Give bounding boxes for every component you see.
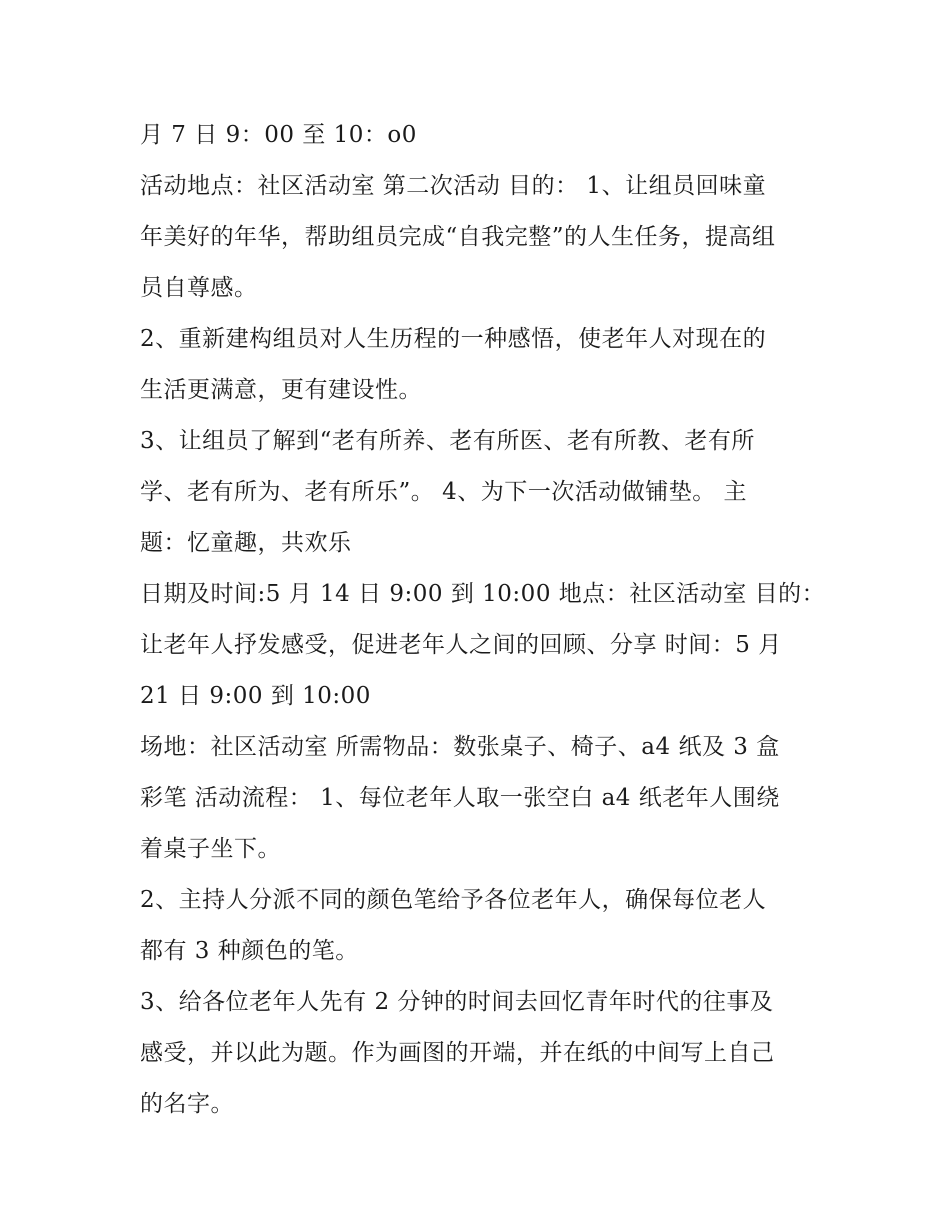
text-line: 都有 3 种颜色的笔。 bbox=[140, 938, 359, 964]
text-line: 日期及时间:5 月 14 日 9:00 到 10:00 地点：社区活动室 目的： bbox=[140, 581, 826, 607]
text-line: 学、老有所为、老有所乐”。 4、为下一次活动做铺垫。 主 bbox=[140, 479, 748, 505]
text-line: 彩笔 活动流程： 1、每位老年人取一张空白 a4 纸老年人围绕 bbox=[140, 785, 780, 811]
text-line: 题：忆童趣，共欢乐 bbox=[140, 530, 352, 556]
text-line: 2、重新建构组员对人生历程的一种感悟，使老年人对现在的 bbox=[140, 326, 767, 352]
text-line: 月 7 日 9：00 至 10：o0 bbox=[140, 122, 417, 148]
text-line: 感受，并以此为题。作为画图的开端，并在纸的中间写上自己 bbox=[140, 1040, 775, 1066]
text-line: 3、给各位老年人先有 2 分钟的时间去回忆青年时代的往事及 bbox=[140, 989, 774, 1015]
text-line: 3、让组员了解到“老有所养、老有所医、老有所教、老有所 bbox=[140, 428, 755, 454]
text-line: 的名字。 bbox=[140, 1091, 234, 1117]
document-body-text bbox=[140, 110, 826, 1130]
text-line: 让老年人抒发感受，促进老年人之间的回顾、分享 时间：5 月 bbox=[140, 632, 782, 658]
text-line: 年美好的年华，帮助组员完成“自我完整”的人生任务，提高组 bbox=[140, 224, 776, 250]
text-line: 场地：社区活动室 所需物品：数张桌子、椅子、a4 纸及 3 盒 bbox=[140, 734, 780, 760]
text-line: 生活更满意，更有建设性。 bbox=[140, 377, 422, 403]
text-line: 21 日 9:00 到 10:00 bbox=[140, 683, 371, 709]
text-line: 员自尊感。 bbox=[140, 275, 258, 301]
text-line: 活动地点：社区活动室 第二次活动 目的： 1、让组员回味童 bbox=[140, 173, 767, 199]
text-line: 2、主持人分派不同的颜色笔给予各位老年人，确保每位老人 bbox=[140, 887, 767, 913]
text-line: 着桌子坐下。 bbox=[140, 836, 281, 862]
